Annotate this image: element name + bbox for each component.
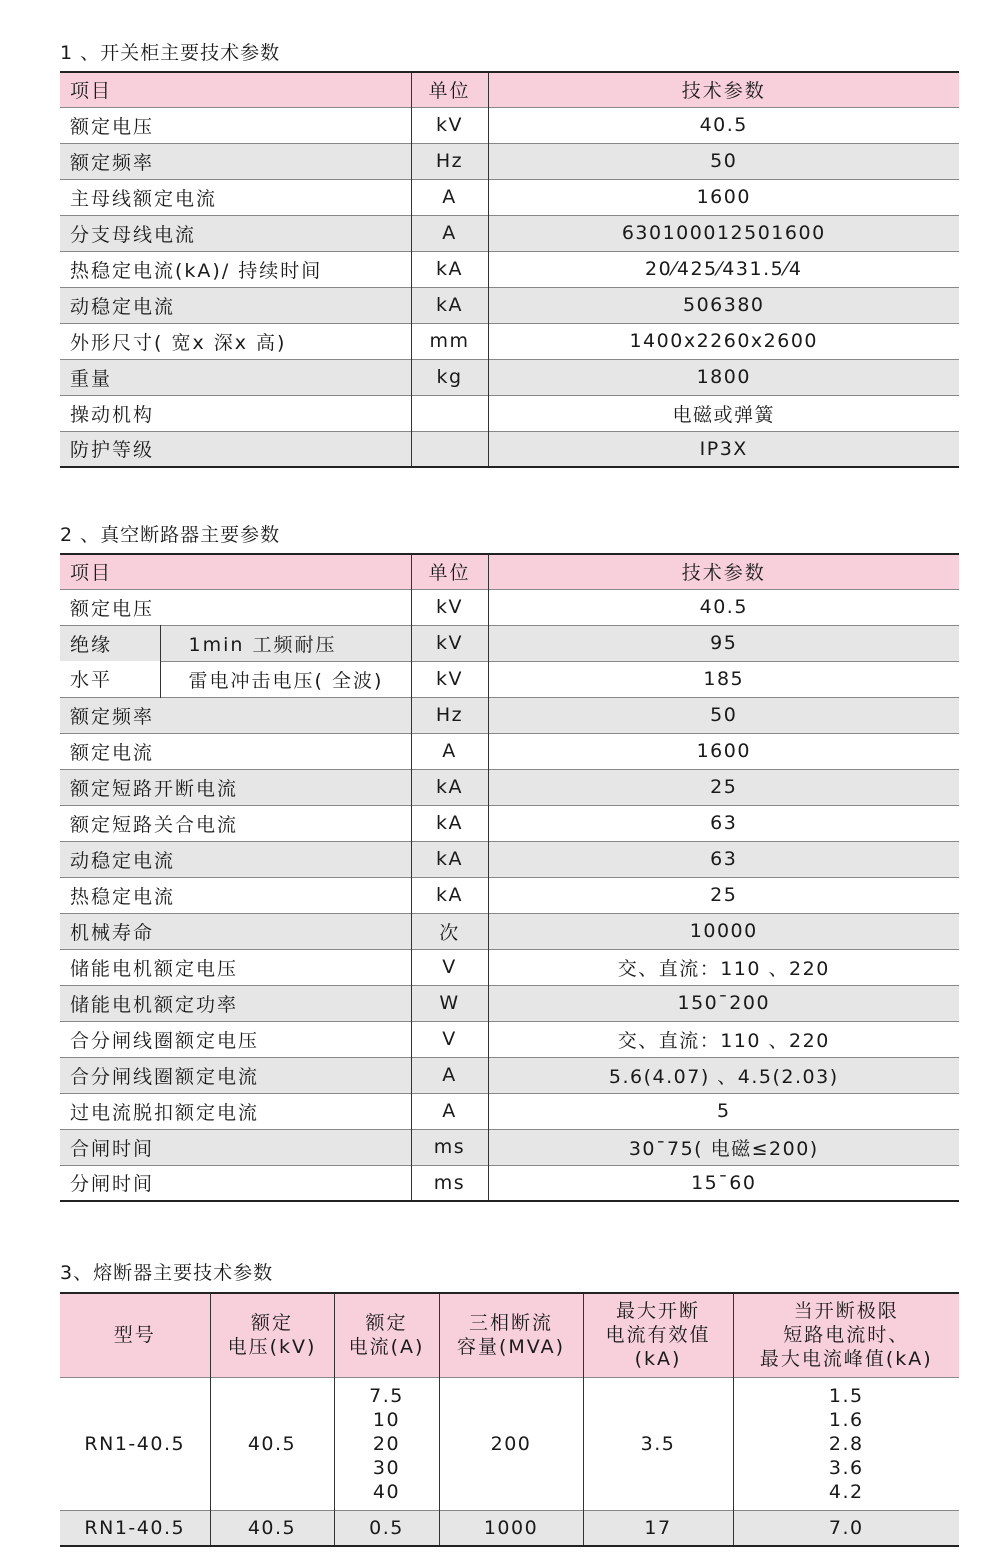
row-value: 15¯60: [488, 1165, 959, 1201]
row-unit: V: [411, 1021, 488, 1057]
row-value: 25: [488, 877, 959, 913]
row-value: 25: [488, 769, 959, 805]
row-unit: Hz: [411, 697, 488, 733]
row-unit: A: [411, 179, 488, 215]
row-unit: V: [411, 949, 488, 985]
row-value: 40.5: [488, 107, 959, 143]
header-param: 技术参数: [488, 554, 959, 589]
row-item: 外形尺寸( 宽x 深x 高): [60, 323, 411, 359]
header-capacity: 三相断流 容量(MVA): [439, 1293, 583, 1377]
row-item: 过电流脱扣额定电流: [60, 1093, 411, 1129]
table-row: [60, 733, 959, 769]
row-unit: kg: [411, 359, 488, 395]
fuse-params-table: [60, 1292, 959, 1547]
header-peak: 当开断极限 短路电流时、 最大电流峰值(kA): [733, 1293, 959, 1377]
row-item: 1min 工频耐压: [160, 625, 411, 661]
table-row: [60, 359, 959, 395]
table-row: [60, 697, 959, 733]
row-unit: A: [411, 1093, 488, 1129]
header-item: 项目: [60, 72, 411, 107]
row-unit: kV: [411, 589, 488, 625]
table-row: [60, 1377, 959, 1510]
row-unit: W: [411, 985, 488, 1021]
row-value: 1800: [488, 359, 959, 395]
row-item: 操动机构: [60, 395, 411, 431]
insulation-label-top: 绝缘: [60, 625, 160, 661]
table-header-row: [60, 72, 959, 107]
row-unit: kA: [411, 769, 488, 805]
switchgear-params-table: [60, 71, 959, 468]
row-unit: kA: [411, 805, 488, 841]
row-item: 额定电压: [60, 107, 411, 143]
section3-title: 3、熔断器主要技术参数: [60, 1262, 274, 1284]
row-item: 分支母线电流: [60, 215, 411, 251]
table-row: [60, 323, 959, 359]
row-unit: [411, 431, 488, 467]
row-item: 额定短路关合电流: [60, 805, 411, 841]
row-value: 63: [488, 805, 959, 841]
header-unit: 单位: [411, 554, 488, 589]
table-row: [60, 1021, 959, 1057]
table-row: [60, 805, 959, 841]
table-row: [60, 431, 959, 467]
row-item: 动稳定电流: [60, 841, 411, 877]
table-row: [60, 985, 959, 1021]
row-unit: ms: [411, 1165, 488, 1201]
section1-title: 1 、开关柜主要技术参数: [60, 42, 281, 64]
row-unit: kV: [411, 625, 488, 661]
row-value: 1600: [488, 179, 959, 215]
row-item: 额定短路开断电流: [60, 769, 411, 805]
cell-peak: 7.0: [733, 1510, 959, 1546]
table-row: [60, 1093, 959, 1129]
row-value: 185: [488, 661, 959, 697]
row-item: 额定频率: [60, 143, 411, 179]
row-value: 630100012501600: [488, 215, 959, 251]
row-item: 动稳定电流: [60, 287, 411, 323]
cell-voltage: 40.5: [210, 1510, 334, 1546]
cell-max-break: 3.5: [583, 1377, 733, 1510]
table-row: [60, 913, 959, 949]
cell-current: 0.5: [334, 1510, 439, 1546]
insulation-label-bottom: 水平: [60, 661, 160, 697]
table-row: [60, 769, 959, 805]
row-unit: [411, 395, 488, 431]
row-unit: A: [411, 215, 488, 251]
row-unit: A: [411, 733, 488, 769]
row-item: 热稳定电流: [60, 877, 411, 913]
row-value: 20⁄425⁄431.5⁄4: [488, 251, 959, 287]
row-item: 额定电流: [60, 733, 411, 769]
table-header-row: [60, 554, 959, 589]
section2-title: 2 、真空断路器主要参数: [60, 524, 281, 546]
row-unit: kA: [411, 841, 488, 877]
row-unit: mm: [411, 323, 488, 359]
table-row: [60, 287, 959, 323]
row-unit: kV: [411, 661, 488, 697]
header-param: 技术参数: [488, 72, 959, 107]
row-unit: kA: [411, 287, 488, 323]
row-value: 50: [488, 697, 959, 733]
row-value: 交、直流：110 、220: [488, 949, 959, 985]
row-item: 合分闸线圈额定电压: [60, 1021, 411, 1057]
row-value: 50: [488, 143, 959, 179]
table-row: [60, 1510, 959, 1546]
row-item: 主母线额定电流: [60, 179, 411, 215]
row-item: 储能电机额定电压: [60, 949, 411, 985]
row-unit: ms: [411, 1129, 488, 1165]
table-header-row: [60, 1293, 959, 1377]
row-unit: kA: [411, 251, 488, 287]
row-unit: 次: [411, 913, 488, 949]
row-value: 95: [488, 625, 959, 661]
row-value: 1600: [488, 733, 959, 769]
cell-model: RN1-40.5: [60, 1510, 210, 1546]
header-model: 型号: [60, 1293, 210, 1377]
header-unit: 单位: [411, 72, 488, 107]
header-current: 额定 电流(A): [334, 1293, 439, 1377]
row-value: 5.6(4.07) 、4.5(2.03): [488, 1057, 959, 1093]
row-value: 5: [488, 1093, 959, 1129]
table-row: [60, 949, 959, 985]
row-value: 63: [488, 841, 959, 877]
row-value: 40.5: [488, 589, 959, 625]
row-item: 机械寿命: [60, 913, 411, 949]
row-item: 合闸时间: [60, 1129, 411, 1165]
row-item: 合分闸线圈额定电流: [60, 1057, 411, 1093]
table-row: [60, 1165, 959, 1201]
table-row: [60, 877, 959, 913]
row-item: 重量: [60, 359, 411, 395]
header-voltage: 额定 电压(kV): [210, 1293, 334, 1377]
cell-capacity: 1000: [439, 1510, 583, 1546]
table-row: [60, 625, 959, 661]
header-max-break: 最大开断 电流有效值 (kA): [583, 1293, 733, 1377]
breaker-params-table: [60, 553, 959, 1202]
table-row: [60, 179, 959, 215]
cell-peak: 1.5 1.6 2.8 3.6 4.2: [733, 1377, 959, 1510]
table-row: [60, 215, 959, 251]
row-item: 热稳定电流(kA)/ 持续时间: [60, 251, 411, 287]
row-value: 30¯75( 电磁≤200): [488, 1129, 959, 1165]
table-row: [60, 1129, 959, 1165]
row-value: 电磁或弹簧: [488, 395, 959, 431]
row-value: 150¯200: [488, 985, 959, 1021]
row-unit: kA: [411, 877, 488, 913]
row-item: 分闸时间: [60, 1165, 411, 1201]
row-value: 1400x2260x2600: [488, 323, 959, 359]
row-item: 额定电压: [60, 589, 411, 625]
row-item: 雷电冲击电压( 全波): [160, 661, 411, 697]
row-unit: Hz: [411, 143, 488, 179]
row-item: 储能电机额定功率: [60, 985, 411, 1021]
row-value: IP3X: [488, 431, 959, 467]
cell-max-break: 17: [583, 1510, 733, 1546]
row-unit: A: [411, 1057, 488, 1093]
table-row: [60, 251, 959, 287]
cell-capacity: 200: [439, 1377, 583, 1510]
table-row: [60, 1057, 959, 1093]
table-row: [60, 589, 959, 625]
row-value: 10000: [488, 913, 959, 949]
table-row: [60, 661, 959, 697]
row-item: 额定频率: [60, 697, 411, 733]
row-value: 交、直流：110 、220: [488, 1021, 959, 1057]
row-unit: kV: [411, 107, 488, 143]
table-row: [60, 395, 959, 431]
cell-model: RN1-40.5: [60, 1377, 210, 1510]
header-item: 项目: [60, 554, 411, 589]
row-item: 防护等级: [60, 431, 411, 467]
cell-voltage: 40.5: [210, 1377, 334, 1510]
table-row: [60, 143, 959, 179]
table-row: [60, 841, 959, 877]
row-value: 506380: [488, 287, 959, 323]
table-row: [60, 107, 959, 143]
cell-current: 7.5 10 20 30 40: [334, 1377, 439, 1510]
